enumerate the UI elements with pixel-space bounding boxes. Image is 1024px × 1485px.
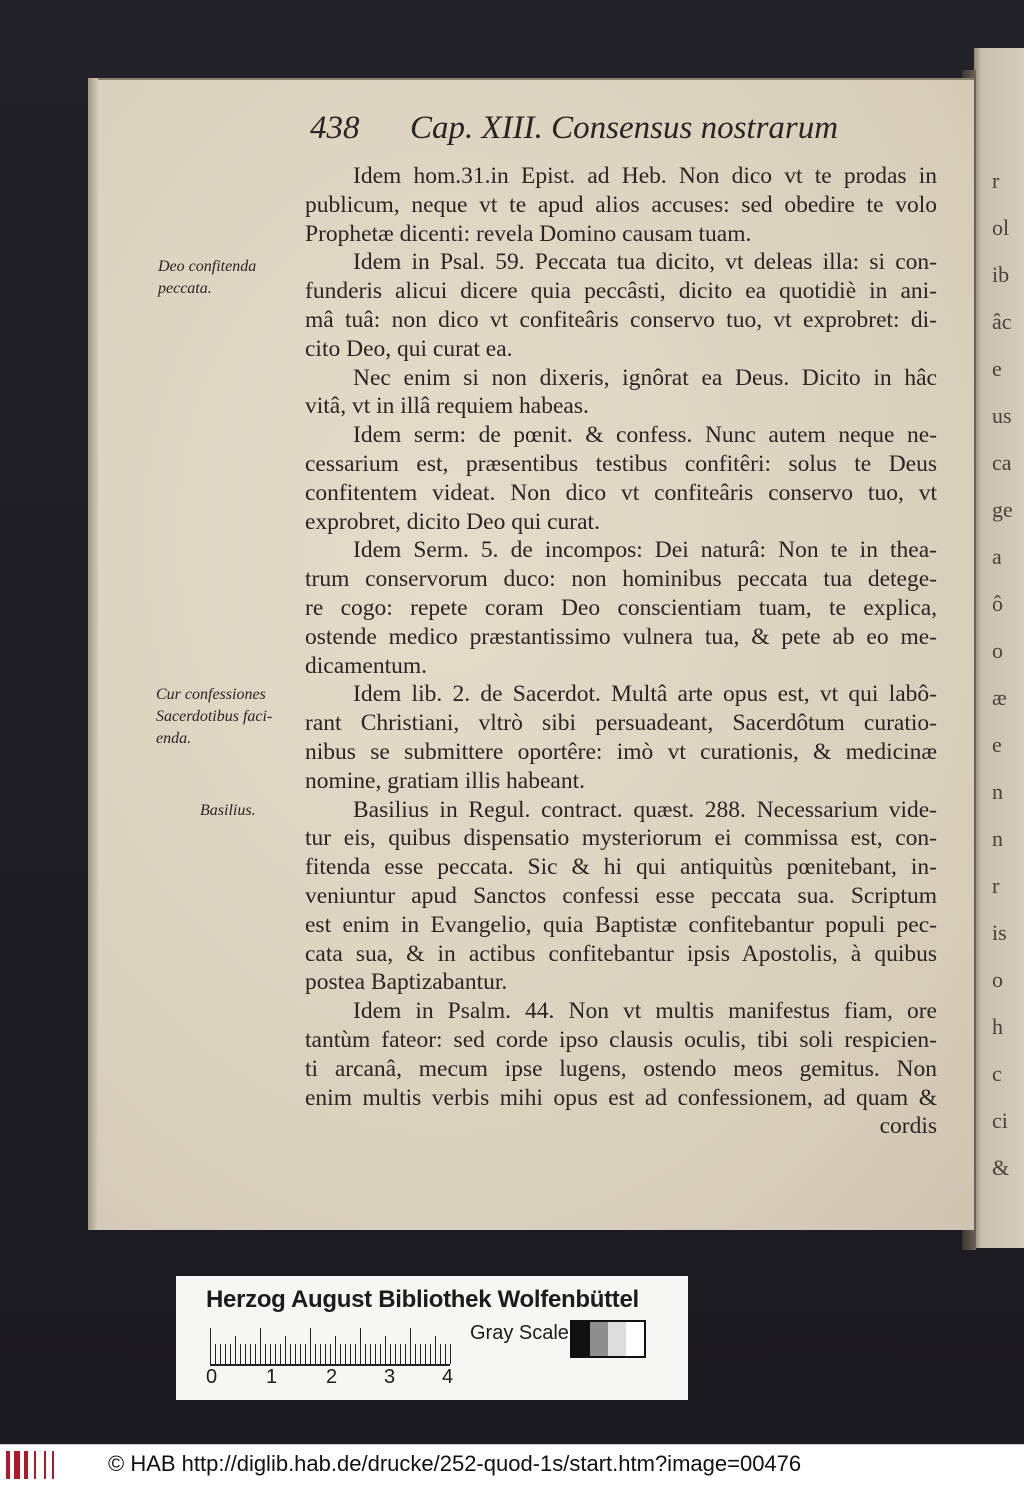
next-page-fragment: o (992, 967, 1003, 992)
ruler-tick (295, 1344, 296, 1364)
library-color-label (176, 1276, 688, 1400)
copyright-url: © HAB http://diglib.hab.de/drucke/252-quod-1s/start.htm?image=00476 (108, 1451, 802, 1476)
text-line: confitentem videat. Non dico vt confiteâris conservo tuo, vt (305, 479, 937, 506)
text-line: rant Christiani, vltrò sibi persuadeant, Sacerdôtum curatio- (305, 710, 937, 737)
barcode-bar (44, 1451, 46, 1479)
gray-swatch (608, 1322, 626, 1356)
barcode-bar (34, 1451, 36, 1479)
institution-name: Herzog August Bibliothek Wolfenbüttel (206, 1286, 639, 1313)
next-page-fragment: o (992, 638, 1003, 663)
text-line: re cogo: repete coram Deo conscientiam tuam, te explica, (305, 594, 937, 621)
ruler-number: 2 (326, 1366, 338, 1388)
ruler-number: 4 (442, 1366, 454, 1388)
ruler-tick (335, 1336, 336, 1364)
ruler-tick (425, 1344, 426, 1364)
ruler-tick (235, 1336, 236, 1364)
next-page-fragment: e (992, 356, 1002, 381)
ruler-tick (275, 1344, 276, 1364)
ruler-tick (375, 1344, 376, 1364)
text-line: exprobret, dicito Deo qui curat. (305, 508, 600, 535)
next-page-fragment: ol (992, 215, 1010, 240)
running-header (310, 110, 930, 152)
marginal-line: peccata. (158, 280, 212, 297)
marginal-note-deo-confitenda (158, 256, 256, 300)
marginal-note-cur-confessiones (156, 684, 272, 750)
page-left-edge (88, 78, 98, 1230)
ruler-tick (345, 1344, 346, 1364)
ruler-tick (215, 1344, 216, 1364)
text-line: Prophetæ dicenti: revela Domino causam tuam. (305, 220, 752, 247)
next-page-edge (974, 48, 1024, 1248)
marginal-line: Deo confitenda (158, 258, 257, 275)
text-line: trum conservorum duco: non hominibus peccata tua detege- (305, 566, 937, 593)
text-line: est enim in Evangelio, quia Baptistæ confitebantur populi pec- (305, 911, 937, 938)
next-page-fragment: ge (992, 497, 1013, 522)
barcode-bar (6, 1451, 10, 1479)
next-page-fragment: ca (992, 450, 1012, 475)
next-page-fragment: n (992, 779, 1003, 804)
ruler-tick (400, 1344, 401, 1364)
text-line: Idem in Psalm. 44. Non vt multis manifestus fiam, ore (353, 998, 937, 1025)
ruler-number: 3 (384, 1366, 396, 1388)
text-line: mâ tuâ: non dico vt confiteâris conservo tuo, vt exprobret: di- (305, 306, 937, 333)
ruler-tick (225, 1344, 226, 1364)
ruler-tick (370, 1344, 371, 1364)
ruler-tick (310, 1328, 311, 1364)
ruler-tick (415, 1344, 416, 1364)
text-line: Idem hom.31.in Epist. ad Heb. Non dico vt te prodas in (353, 163, 937, 189)
text-line: funderis alicui dicere quia peccâsti, dicito ea quotidiè in ani- (305, 278, 937, 305)
text-line: cessarium est, præsentibus testibus confitêri: solus te Deus (305, 450, 937, 477)
next-page-fragment: ô (992, 591, 1003, 616)
ruler-tick (360, 1328, 361, 1364)
marginal-line: enda. (156, 730, 192, 747)
gray-swatch (590, 1322, 608, 1356)
next-page-fragment: æ (992, 685, 1007, 710)
ruler-tick (250, 1344, 251, 1364)
text-line: ostende medico præstantissimo vulnera tua, & pete ab eo me- (305, 623, 937, 650)
text-line: ti arcanâ, mecum ipse lugens, ostendo meos gemitus. Non (305, 1055, 937, 1082)
ruler-tick (340, 1344, 341, 1364)
ruler-tick (255, 1344, 256, 1364)
ruler-tick (285, 1336, 286, 1364)
next-page-fragment: & (992, 1155, 1010, 1180)
ruler-tick (405, 1344, 406, 1364)
next-page-fragment: is (992, 920, 1007, 945)
ruler-tick (300, 1344, 301, 1364)
ruler-tick (365, 1344, 366, 1364)
barcode-bar (24, 1451, 28, 1479)
gray-scale-label: Gray Scale (470, 1322, 569, 1344)
next-page-fragment: n (992, 826, 1003, 851)
ruler-number: 1 (266, 1366, 278, 1388)
ruler-tick (305, 1344, 306, 1364)
ruler-tick (395, 1344, 396, 1364)
ruler-number: 0 (206, 1366, 218, 1388)
text-line: cata sua, & in actibus confitebantur ipsis Apostolis, à quibus (305, 940, 937, 967)
text-line: Idem lib. 2. de Sacerdot. Multâ arte opus est, vt qui labô- (353, 681, 937, 708)
viewer-footer (0, 1444, 1024, 1485)
next-page-fragment: e (992, 732, 1002, 757)
next-page-fragment: us (992, 403, 1012, 428)
ruler-tick (245, 1344, 246, 1364)
barcode-bar (14, 1451, 20, 1479)
text-line: Nec enim si non dixeris, ignôrat ea Deus. Dicito in hâc (353, 364, 937, 391)
ruler-tick (385, 1336, 386, 1364)
gray-scale-swatches (570, 1320, 646, 1358)
text-line: enim multis verbis mihi opus est ad confessionem, ad quam & (305, 1084, 937, 1111)
text-line: Idem Serm. 5. de incompos: Dei naturâ: Non te in thea- (353, 537, 937, 564)
page-number: 438 (310, 110, 360, 146)
ruler-tick (435, 1336, 436, 1364)
ruler-tick (350, 1344, 351, 1364)
ruler-tick (210, 1328, 211, 1364)
text-line: Basilius in Regul. contract. quæst. 288. Necessarium vide- (353, 796, 937, 823)
text-line: Idem in Psal. 59. Peccata tua dicito, vt deleas illa: si con- (353, 249, 937, 276)
marginal-line: Cur confessiones (156, 686, 266, 703)
ruler-tick (265, 1344, 266, 1364)
next-page-fragment: r (992, 168, 1000, 193)
next-page-fragment: ib (992, 262, 1010, 287)
ruler-tick (390, 1344, 391, 1364)
barcode-bar (52, 1451, 54, 1479)
next-page-fragment: ci (992, 1108, 1008, 1133)
ruler-tick (355, 1344, 356, 1364)
next-page-fragment: c (992, 1061, 1002, 1086)
ruler-tick (220, 1344, 221, 1364)
ruler-tick (270, 1344, 271, 1364)
text-line: vitâ, vt in illâ requiem habeas. (305, 393, 589, 420)
ruler-tick (290, 1344, 291, 1364)
ruler-tick (260, 1328, 261, 1364)
next-page-fragment: a (992, 544, 1002, 569)
ruler-tick (240, 1344, 241, 1364)
ruler-tick (325, 1344, 326, 1364)
text-line: cito Deo, qui curat ea. (305, 335, 513, 362)
ruler-tick (450, 1344, 451, 1364)
marginal-note-basilius (200, 800, 256, 822)
ruler-tick (380, 1344, 381, 1364)
gray-swatch (572, 1322, 590, 1356)
text-line: cordis (879, 1113, 937, 1140)
ruler-tick (445, 1344, 446, 1364)
text-line: veniuntur apud Sanctos confessi esse peccata sua. Scriptum (305, 882, 937, 909)
text-line: publicum, neque vt te apud alios accuses: sed obedire te volo (305, 191, 937, 218)
ruler-tick (420, 1344, 421, 1364)
running-title: Cap. XIII. Consensus nostrarum (410, 110, 839, 146)
ruler-tick (440, 1344, 441, 1364)
ruler-tick (410, 1328, 411, 1364)
ruler-tick (330, 1344, 331, 1364)
text-line: fitenda esse peccata. Sic & hi qui antiquitùs pœnitebant, in- (305, 854, 937, 881)
marginal-line: Basilius. (200, 802, 256, 819)
ruler-tick (230, 1344, 231, 1364)
ruler-tick (430, 1344, 431, 1364)
text-line: tantùm fateor: sed corde ipso clausis oculis, tibi soli respicien- (305, 1026, 937, 1053)
next-page-fragment: r (992, 873, 1000, 898)
hab-logo-icon (6, 1451, 48, 1479)
text-line: postea Baptizabantur. (305, 969, 508, 996)
ruler-tick (315, 1344, 316, 1364)
text-line: tur eis, quibus dispensatio mysteriorum ei commissa est, con- (305, 825, 937, 852)
text-line: Idem serm: de pœnit. & confess. Nunc autem neque ne- (353, 422, 937, 449)
text-line: nomine, gratiam illis habeant. (305, 767, 585, 794)
ruler-tick (320, 1344, 321, 1364)
gray-swatch (626, 1322, 644, 1356)
marginal-line: Sacerdotibus faci- (156, 708, 273, 725)
page-body (305, 162, 937, 1141)
ruler-tick (280, 1344, 281, 1364)
text-line: nibus se submittere oportêre: imò vt curationis, & medicinæ (305, 738, 937, 765)
measurement-ruler (210, 1328, 456, 1368)
next-page-fragment: âc (992, 309, 1012, 334)
text-line: dicamentum. (305, 652, 428, 679)
next-page-fragment: h (992, 1014, 1003, 1039)
